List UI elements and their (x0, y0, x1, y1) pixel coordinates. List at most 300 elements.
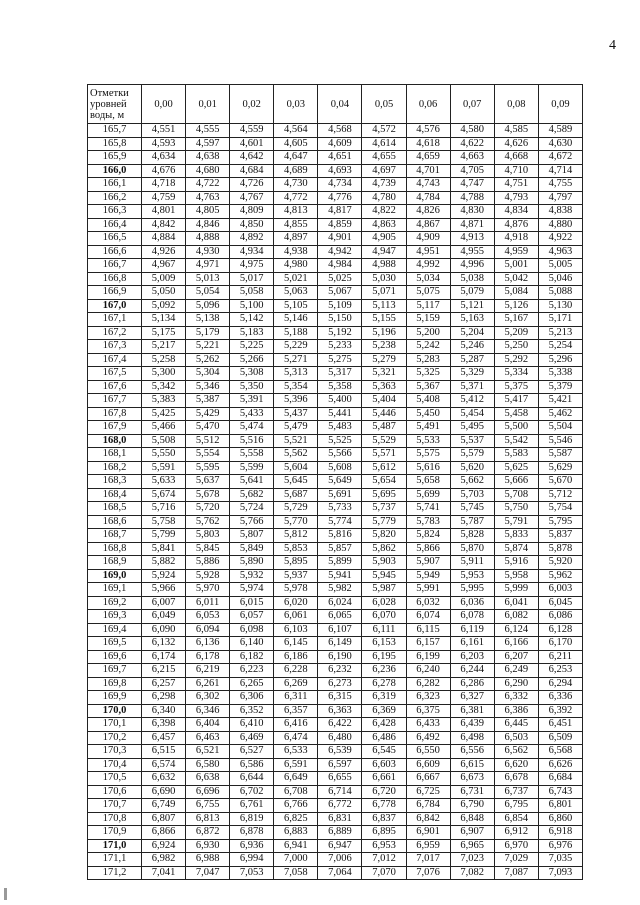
table-cell: 6,655 (318, 772, 362, 786)
table-cell: 4,655 (362, 151, 406, 165)
table-cell: 5,558 (230, 448, 274, 462)
table-cell: 6,580 (186, 758, 230, 772)
table-cell: 5,525 (318, 434, 362, 448)
table-cell: 6,111 (362, 623, 406, 637)
table-row (88, 313, 583, 327)
table-cell: 5,937 (274, 569, 318, 583)
table-cell: 6,190 (318, 650, 362, 664)
table-cell: 4,863 (362, 218, 406, 232)
table-cell: 6,469 (230, 731, 274, 745)
table-cell: 5,670 (538, 475, 582, 489)
table-cell: 5,363 (362, 380, 406, 394)
table-cell: 5,666 (494, 475, 538, 489)
water-level-mark: 169,8 (88, 677, 142, 691)
table-cell: 5,175 (142, 326, 186, 340)
table-cell: 6,352 (230, 704, 274, 718)
table-cell: 5,862 (362, 542, 406, 556)
table-cell: 5,733 (318, 502, 362, 516)
table-cell: 5,096 (186, 299, 230, 313)
water-level-mark: 169,2 (88, 596, 142, 610)
table-cell: 5,350 (230, 380, 274, 394)
table-cell: 5,783 (406, 515, 450, 529)
table-cell: 6,708 (274, 785, 318, 799)
table-cell: 6,302 (186, 691, 230, 705)
table-cell: 6,860 (538, 812, 582, 826)
table-cell: 5,383 (142, 394, 186, 408)
table-row (88, 610, 583, 624)
table-cell: 5,932 (230, 569, 274, 583)
water-level-mark: 169,9 (88, 691, 142, 705)
water-level-mark: 165,7 (88, 124, 142, 138)
table-cell: 5,495 (450, 421, 494, 435)
table-row (88, 164, 583, 178)
table-cell: 5,529 (362, 434, 406, 448)
table-cell: 6,036 (450, 596, 494, 610)
table-cell: 4,572 (362, 124, 406, 138)
table-cell: 6,149 (318, 637, 362, 651)
table-cell: 4,905 (362, 232, 406, 246)
table-cell: 4,984 (318, 259, 362, 273)
column-header: 0,01 (186, 85, 230, 124)
table-cell: 5,799 (142, 529, 186, 543)
table-cell: 6,249 (494, 664, 538, 678)
table-cell: 5,204 (450, 326, 494, 340)
table-cell: 4,780 (362, 191, 406, 205)
table-cell: 5,287 (450, 353, 494, 367)
table-cell: 6,132 (142, 637, 186, 651)
table-cell: 6,032 (406, 596, 450, 610)
table-cell: 4,867 (406, 218, 450, 232)
table-cell: 5,745 (450, 502, 494, 516)
table-row (88, 650, 583, 664)
table-cell: 5,874 (494, 542, 538, 556)
table-row (88, 286, 583, 300)
table-cell: 4,730 (274, 178, 318, 192)
table-cell: 6,422 (318, 718, 362, 732)
table-cell: 4,996 (450, 259, 494, 273)
table-cell: 5,521 (274, 434, 318, 448)
table-row (88, 718, 583, 732)
table-cell: 5,579 (450, 448, 494, 462)
table-cell: 5,209 (494, 326, 538, 340)
table-cell: 5,779 (362, 515, 406, 529)
table-cell: 4,718 (142, 178, 186, 192)
table-cell: 6,219 (186, 664, 230, 678)
table-cell: 5,791 (494, 515, 538, 529)
table-cell: 4,801 (142, 205, 186, 219)
table-cell: 4,842 (142, 218, 186, 232)
table-cell: 6,749 (142, 799, 186, 813)
table-cell: 4,642 (230, 151, 274, 165)
table-cell: 5,067 (318, 286, 362, 300)
table-row (88, 178, 583, 192)
table-cell: 5,911 (450, 556, 494, 570)
table-cell: 5,400 (318, 394, 362, 408)
table-cell: 4,605 (274, 137, 318, 151)
table-row (88, 191, 583, 205)
table-cell: 5,816 (318, 529, 362, 543)
table-row (88, 596, 583, 610)
table-cell: 7,012 (362, 853, 406, 867)
table-cell: 5,870 (450, 542, 494, 556)
table-cell: 5,375 (494, 380, 538, 394)
table-cell: 5,179 (186, 326, 230, 340)
table-cell: 5,533 (406, 434, 450, 448)
table-cell: 5,795 (538, 515, 582, 529)
table-cell: 4,797 (538, 191, 582, 205)
table-cell: 7,093 (538, 866, 582, 880)
table-cell: 6,332 (494, 691, 538, 705)
table-cell: 5,396 (274, 394, 318, 408)
table-row (88, 367, 583, 381)
table-row (88, 691, 583, 705)
table-cell: 5,550 (142, 448, 186, 462)
table-cell: 5,866 (406, 542, 450, 556)
table-cell: 6,831 (318, 812, 362, 826)
table-cell: 5,105 (274, 299, 318, 313)
column-header: 0,04 (318, 85, 362, 124)
table-cell: 4,585 (494, 124, 538, 138)
table-cell: 5,009 (142, 272, 186, 286)
table-cell: 6,766 (274, 799, 318, 813)
table-cell: 6,065 (318, 610, 362, 624)
table-cell: 4,626 (494, 137, 538, 151)
table-cell: 6,807 (142, 812, 186, 826)
table-cell: 6,311 (274, 691, 318, 705)
table-cell: 5,491 (406, 421, 450, 435)
table-cell: 5,654 (362, 475, 406, 489)
table-row (88, 353, 583, 367)
table-row (88, 799, 583, 813)
table-cell: 4,697 (362, 164, 406, 178)
table-row (88, 461, 583, 475)
table-cell: 5,371 (450, 380, 494, 394)
water-level-mark: 166,6 (88, 245, 142, 259)
table-cell: 5,321 (362, 367, 406, 381)
table-cell: 5,554 (186, 448, 230, 462)
table-cell: 5,113 (362, 299, 406, 313)
table-row (88, 731, 583, 745)
table-cell: 5,566 (318, 448, 362, 462)
table-cell: 4,734 (318, 178, 362, 192)
table-cell: 4,859 (318, 218, 362, 232)
table-row (88, 205, 583, 219)
table-cell: 4,576 (406, 124, 450, 138)
table-cell: 5,458 (494, 407, 538, 421)
table-cell: 6,632 (142, 772, 186, 786)
table-cell: 4,772 (274, 191, 318, 205)
table-cell: 4,813 (274, 205, 318, 219)
table-cell: 6,107 (318, 623, 362, 637)
table-cell: 5,408 (406, 394, 450, 408)
table-cell: 5,271 (274, 353, 318, 367)
table-cell: 6,994 (230, 853, 274, 867)
table-row (88, 812, 583, 826)
table-row (88, 637, 583, 651)
table-row (88, 502, 583, 516)
table-cell: 5,886 (186, 556, 230, 570)
water-level-mark: 168,9 (88, 556, 142, 570)
table-cell: 6,615 (450, 758, 494, 772)
table-cell: 5,088 (538, 286, 582, 300)
water-level-mark: 169,6 (88, 650, 142, 664)
table-cell: 5,991 (406, 583, 450, 597)
table-cell: 6,340 (142, 704, 186, 718)
table-cell: 4,597 (186, 137, 230, 151)
water-level-mark: 170,9 (88, 826, 142, 840)
table-cell: 4,751 (494, 178, 538, 192)
table-cell: 4,938 (274, 245, 318, 259)
table-cell: 4,855 (274, 218, 318, 232)
table-cell: 6,086 (538, 610, 582, 624)
table-cell: 7,006 (318, 853, 362, 867)
table-cell: 6,153 (362, 637, 406, 651)
table-cell: 6,323 (406, 691, 450, 705)
table-cell: 5,928 (186, 569, 230, 583)
table-cell: 5,121 (450, 299, 494, 313)
water-level-mark: 166,0 (88, 164, 142, 178)
table-cell: 5,196 (362, 326, 406, 340)
table-cell: 6,486 (362, 731, 406, 745)
table-cell: 6,837 (362, 812, 406, 826)
table-cell: 5,021 (274, 272, 318, 286)
table-cell: 6,306 (230, 691, 274, 705)
table-cell: 5,063 (274, 286, 318, 300)
table-cell: 6,119 (450, 623, 494, 637)
table-cell: 5,546 (538, 434, 582, 448)
table-cell: 6,228 (274, 664, 318, 678)
table-cell: 6,286 (450, 677, 494, 691)
table-cell: 5,167 (494, 313, 538, 327)
table-cell: 6,282 (406, 677, 450, 691)
table-row (88, 556, 583, 570)
table-cell: 6,161 (450, 637, 494, 651)
table-cell: 4,684 (230, 164, 274, 178)
table-cell: 5,916 (494, 556, 538, 570)
table-cell: 5,117 (406, 299, 450, 313)
table-cell: 6,848 (450, 812, 494, 826)
table-cell: 5,013 (186, 272, 230, 286)
table-cell: 5,678 (186, 488, 230, 502)
table-cell: 6,098 (230, 623, 274, 637)
table-cell: 5,258 (142, 353, 186, 367)
table-cell: 5,342 (142, 380, 186, 394)
table-cell: 4,913 (450, 232, 494, 246)
table-cell: 5,487 (362, 421, 406, 435)
water-level-mark: 166,3 (88, 205, 142, 219)
table-row (88, 677, 583, 691)
table-cell: 5,583 (494, 448, 538, 462)
table-row (88, 704, 583, 718)
table-cell: 5,142 (230, 313, 274, 327)
table-cell: 4,551 (142, 124, 186, 138)
table-cell: 5,620 (450, 461, 494, 475)
table-cell: 6,819 (230, 812, 274, 826)
table-cell: 5,958 (494, 569, 538, 583)
table-cell: 5,604 (274, 461, 318, 475)
water-level-mark: 170,5 (88, 772, 142, 786)
table-cell: 6,090 (142, 623, 186, 637)
table-cell: 5,005 (538, 259, 582, 273)
table-cell: 4,743 (406, 178, 450, 192)
table-cell: 6,959 (406, 839, 450, 853)
table-cell: 5,466 (142, 421, 186, 435)
table-row (88, 340, 583, 354)
table-cell: 5,504 (538, 421, 582, 435)
table-cell: 4,593 (142, 137, 186, 151)
water-level-mark: 169,1 (88, 583, 142, 597)
table-cell: 6,457 (142, 731, 186, 745)
table-cell: 7,000 (274, 853, 318, 867)
table-cell: 6,609 (406, 758, 450, 772)
table-cell: 6,626 (538, 758, 582, 772)
table-row (88, 542, 583, 556)
table-cell: 6,094 (186, 623, 230, 637)
table-cell: 5,483 (318, 421, 362, 435)
table-cell: 6,568 (538, 745, 582, 759)
table-cell: 5,441 (318, 407, 362, 421)
table-cell: 5,025 (318, 272, 362, 286)
table-cell: 7,070 (362, 866, 406, 880)
table-cell: 5,334 (494, 367, 538, 381)
table-cell: 5,429 (186, 407, 230, 421)
table-cell: 5,500 (494, 421, 538, 435)
table-cell: 5,637 (186, 475, 230, 489)
table-cell: 5,878 (538, 542, 582, 556)
water-level-mark: 169,0 (88, 569, 142, 583)
table-cell: 4,892 (230, 232, 274, 246)
table-cell: 5,595 (186, 461, 230, 475)
table-cell: 6,743 (538, 785, 582, 799)
table-cell: 5,313 (274, 367, 318, 381)
table-cell: 4,980 (274, 259, 318, 273)
table-cell: 5,945 (362, 569, 406, 583)
table-cell: 5,762 (186, 515, 230, 529)
table-cell: 6,346 (186, 704, 230, 718)
table-row (88, 569, 583, 583)
table-cell: 5,849 (230, 542, 274, 556)
table-cell: 6,207 (494, 650, 538, 664)
table-cell: 5,587 (538, 448, 582, 462)
table-cell: 5,658 (406, 475, 450, 489)
table-row (88, 745, 583, 759)
table-cell: 5,300 (142, 367, 186, 381)
table-cell: 5,217 (142, 340, 186, 354)
table-cell: 4,846 (186, 218, 230, 232)
table-cell: 4,876 (494, 218, 538, 232)
table-row (88, 529, 583, 543)
table-cell: 6,539 (318, 745, 362, 759)
table-cell: 7,087 (494, 866, 538, 880)
table-cell: 5,890 (230, 556, 274, 570)
table-cell: 5,354 (274, 380, 318, 394)
table-cell: 4,659 (406, 151, 450, 165)
table-cell: 5,308 (230, 367, 274, 381)
table-cell: 6,965 (450, 839, 494, 853)
table-cell: 6,784 (406, 799, 450, 813)
table-cell: 5,479 (274, 421, 318, 435)
table-cell: 6,115 (406, 623, 450, 637)
table-cell: 5,225 (230, 340, 274, 354)
table-cell: 5,100 (230, 299, 274, 313)
table-cell: 5,138 (186, 313, 230, 327)
table-cell: 5,279 (362, 353, 406, 367)
water-level-mark: 167,6 (88, 380, 142, 394)
table-cell: 5,920 (538, 556, 582, 570)
water-level-mark: 169,7 (88, 664, 142, 678)
table-cell: 5,412 (450, 394, 494, 408)
table-cell: 4,759 (142, 191, 186, 205)
table-cell: 5,171 (538, 313, 582, 327)
table-cell: 5,754 (538, 502, 582, 516)
water-level-mark: 170,7 (88, 799, 142, 813)
page-number: 4 (609, 38, 616, 53)
table-cell: 5,292 (494, 353, 538, 367)
table-cell: 4,601 (230, 137, 274, 151)
table-cell: 5,130 (538, 299, 582, 313)
water-level-mark: 165,9 (88, 151, 142, 165)
table-cell: 5,729 (274, 502, 318, 516)
table-cell: 4,934 (230, 245, 274, 259)
table-cell: 4,559 (230, 124, 274, 138)
table-cell: 6,445 (494, 718, 538, 732)
table-cell: 7,023 (450, 853, 494, 867)
table-cell: 6,386 (494, 704, 538, 718)
table-cell: 4,955 (450, 245, 494, 259)
table-cell: 6,053 (186, 610, 230, 624)
table-cell: 6,273 (318, 677, 362, 691)
table-cell: 6,232 (318, 664, 362, 678)
table-cell: 6,070 (362, 610, 406, 624)
table-cell: 6,315 (318, 691, 362, 705)
table-cell: 6,790 (450, 799, 494, 813)
table-cell: 6,503 (494, 731, 538, 745)
table-cell: 5,987 (362, 583, 406, 597)
column-header: 0,05 (362, 85, 406, 124)
table-cell: 4,988 (362, 259, 406, 273)
table-row (88, 299, 583, 313)
table-cell: 5,159 (406, 313, 450, 327)
water-level-mark: 167,4 (88, 353, 142, 367)
table-cell: 5,662 (450, 475, 494, 489)
water-level-mark: 169,3 (88, 610, 142, 624)
table-cell: 6,912 (494, 826, 538, 840)
table-cell: 6,562 (494, 745, 538, 759)
table-cell: 7,041 (142, 866, 186, 880)
table-cell: 7,082 (450, 866, 494, 880)
table-cell: 6,211 (538, 650, 582, 664)
table-cell: 4,638 (186, 151, 230, 165)
table-cell: 5,712 (538, 488, 582, 502)
table-cell: 5,941 (318, 569, 362, 583)
table-cell: 6,930 (186, 839, 230, 853)
table-cell: 6,057 (230, 610, 274, 624)
table-cell: 6,024 (318, 596, 362, 610)
water-level-mark: 171,0 (88, 839, 142, 853)
table-cell: 6,404 (186, 718, 230, 732)
table-cell: 5,001 (494, 259, 538, 273)
table-cell: 6,982 (142, 853, 186, 867)
table-row (88, 583, 583, 597)
table-row (88, 272, 583, 286)
water-level-mark: 166,1 (88, 178, 142, 192)
table-row (88, 151, 583, 165)
table-cell: 6,375 (406, 704, 450, 718)
water-level-mark: 171,1 (88, 853, 142, 867)
table-cell: 5,962 (538, 569, 582, 583)
table-cell: 5,229 (274, 340, 318, 354)
table-cell: 6,878 (230, 826, 274, 840)
